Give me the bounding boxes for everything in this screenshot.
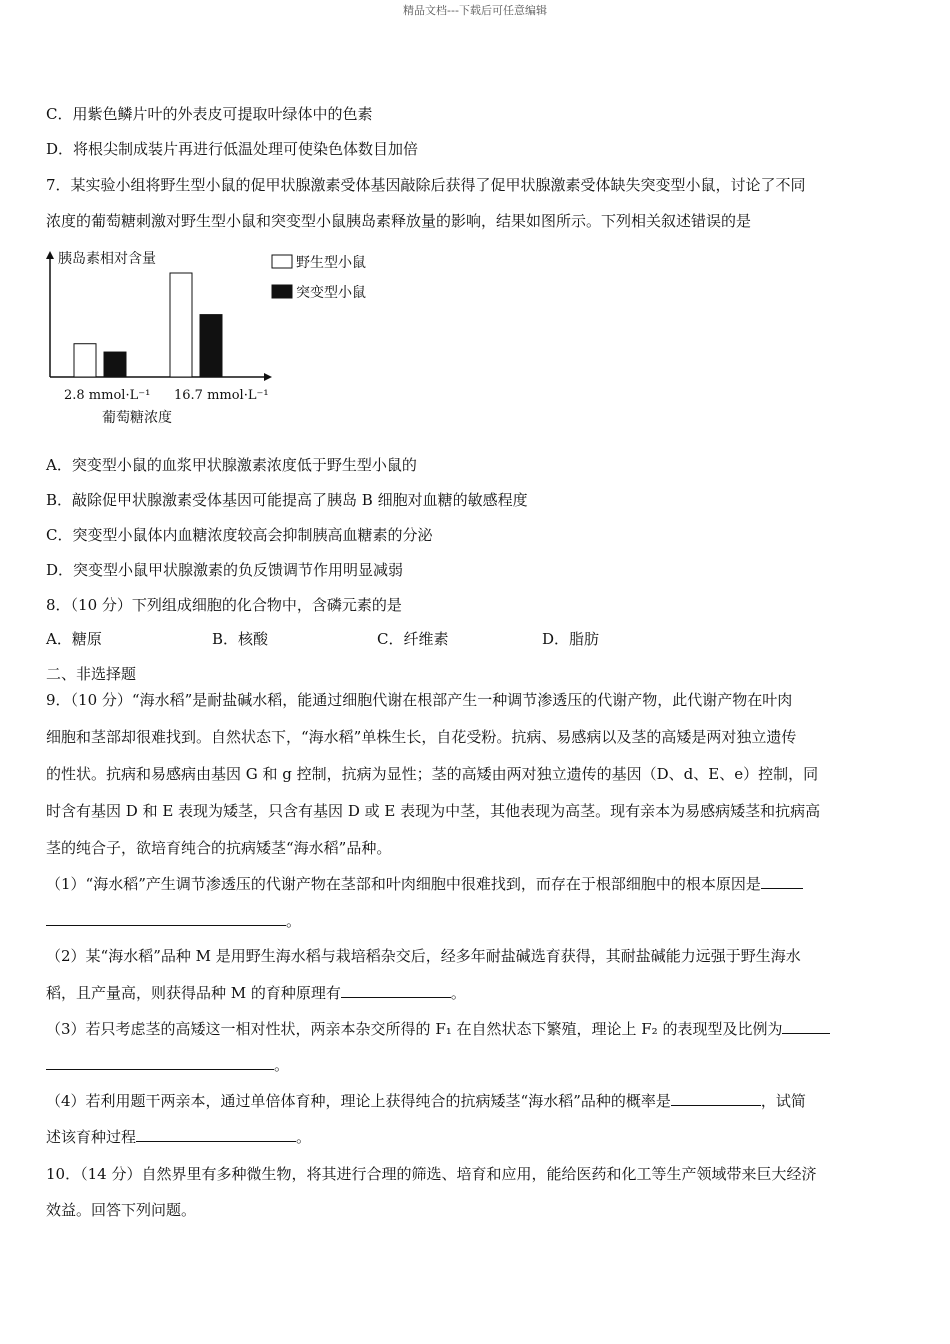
q9-sub3-text: （3）若只考虑茎的高矮这一相对性状，两亲本杂交所得的 F₁ 在自然状态下繁殖，理论上 F₂ 的表现型及比例为 [46,1020,783,1038]
q9-stem-4: 时含有基因 D 和 E 表现为矮茎，只含有基因 D 或 E 表现为中茎，其他表现为高茎。现有亲本为易感病矮茎和抗病高 [46,802,821,820]
period: 。 [296,1128,312,1146]
q7-option-c: C．突变型小鼠体内血糖浓度较高会抑制胰高血糖素的分泌 [46,526,433,544]
legend-label: 野生型小鼠 [296,255,366,271]
q7-option-b: B．敲除促甲状腺激素受体基因可能提高了胰岛 B 细胞对血糖的敏感程度 [46,491,528,509]
legend-swatch [272,255,292,268]
q9-sub4-line1 [46,1091,806,1111]
q10-stem-1: 10．（14 分）自然界里有多种微生物，将其进行合理的筛选、培育和应用，能给医药和化工等生产领域带来巨大经济 [46,1165,817,1183]
bar-mutant [200,315,222,377]
insulin-chart [40,243,410,433]
q9-stem-3: 的性状。抗病和易感病由基因 G 和 g 控制，抗病为显性；茎的高矮由两对独立遗传的基因（D、d、E、e）控制，同 [46,765,819,783]
q9-sub4-text-2: 述该育种过程 [46,1128,137,1146]
q9-sub2-line2 [46,983,466,1003]
q8-option-c: C．纤维素 [377,630,449,648]
q9-sub4-text-end: ，试简 [760,1092,806,1110]
q9-sub3-line2 [46,1055,289,1075]
y-axis-arrow [46,251,54,259]
q9-sub2-line1: （2）某“海水稻”品种 M 是用野生海水稻与栽培稻杂交后，经多年耐盐碱选育获得，其耐盐碱能力远强于野生海水 [46,947,801,965]
answer-blank[interactable] [341,983,451,998]
q9-sub3-line1 [46,1019,830,1039]
x-axis-arrow [264,373,272,381]
answer-blank[interactable] [782,1019,830,1034]
x-tick-label: 16.7 mmol·L⁻¹ [174,388,269,403]
q10-stem-2: 效益。回答下列问题。 [46,1201,197,1219]
q8-options [46,629,746,649]
q9-sub1-line2 [46,911,301,931]
answer-blank[interactable] [136,1127,296,1142]
x-tick-label: 2.8 mmol·L⁻¹ [64,388,151,403]
page-header: 精品文档---下载后可任意编辑 [403,4,547,17]
x-axis-label: 葡萄糖浓度 [102,410,172,426]
q7-option-d: D．突变型小鼠甲状腺激素的负反馈调节作用明显减弱 [46,561,404,579]
q9-stem-2: 细胞和茎部却很难找到。自然状态下，“海水稻”单株生长，自花受粉。抗病、易感病以及茎的高矮是两对独立遗传 [46,728,797,746]
q8-option-d: D．脂肪 [542,630,600,648]
q9-sub1-text: （1）“海水稻”产生调节渗透压的代谢产物在茎部和叶肉细胞中很难找到，而存在于根部细胞中的根本原因是 [46,875,761,893]
q9-sub4-line2 [46,1127,311,1147]
q6-option-c: C．用紫色鳞片叶的外表皮可提取叶绿体中的色素 [46,105,373,123]
q9-sub1-line1 [46,874,803,894]
q9-sub2-text: 稻，且产量高，则获得品种 M 的育种原理有 [46,984,341,1002]
q9-stem-5: 茎的纯合子，欲培育纯合的抗病矮茎“海水稻”品种。 [46,839,392,857]
answer-blank[interactable] [46,1055,274,1070]
period: 。 [286,912,302,930]
answer-blank[interactable] [46,911,286,926]
q8-option-b: B．核酸 [212,630,269,648]
answer-blank[interactable] [671,1091,761,1106]
bar-wild-type [170,273,192,377]
y-axis-label: 胰岛素相对含量 [58,251,156,267]
q7-option-a: A．突变型小鼠的血浆甲状腺激素浓度低于野生型小鼠的 [46,456,417,474]
bar-wild-type [74,344,96,377]
answer-blank[interactable] [761,874,803,889]
q9-stem-1: 9．（10 分）“海水稻”是耐盐碱水稻，能通过细胞代谢在根部产生一种调节渗透压的代谢产物，此代谢产物在叶肉 [46,691,793,709]
legend-swatch [272,285,292,298]
q6-option-d: D．将根尖制成装片再进行低温处理可使染色体数目加倍 [46,140,419,158]
q9-sub4-text: （4）若利用题干两亲本，通过单倍体育种，理论上获得纯合的抗病矮茎“海水稻”品种的概率是 [46,1092,671,1110]
period: 。 [450,984,466,1002]
q8-stem: 8．（10 分）下列组成细胞的化合物中，含磷元素的是 [46,596,402,614]
q7-stem-1: 7．某实验小组将野生型小鼠的促甲状腺激素受体基因敲除后获得了促甲状腺激素受体缺失突变型小鼠，讨论了不同 [46,176,806,194]
legend-label: 突变型小鼠 [296,285,366,301]
section-heading: 二、非选择题 [46,665,137,683]
q8-option-a: A．糖原 [46,630,102,648]
period: 。 [274,1056,290,1074]
bar-mutant [104,352,126,377]
q7-stem-2: 浓度的葡萄糖刺激对野生型小鼠和突变型小鼠胰岛素释放量的影响，结果如图所示。下列相关叙述错误的是 [46,212,752,230]
